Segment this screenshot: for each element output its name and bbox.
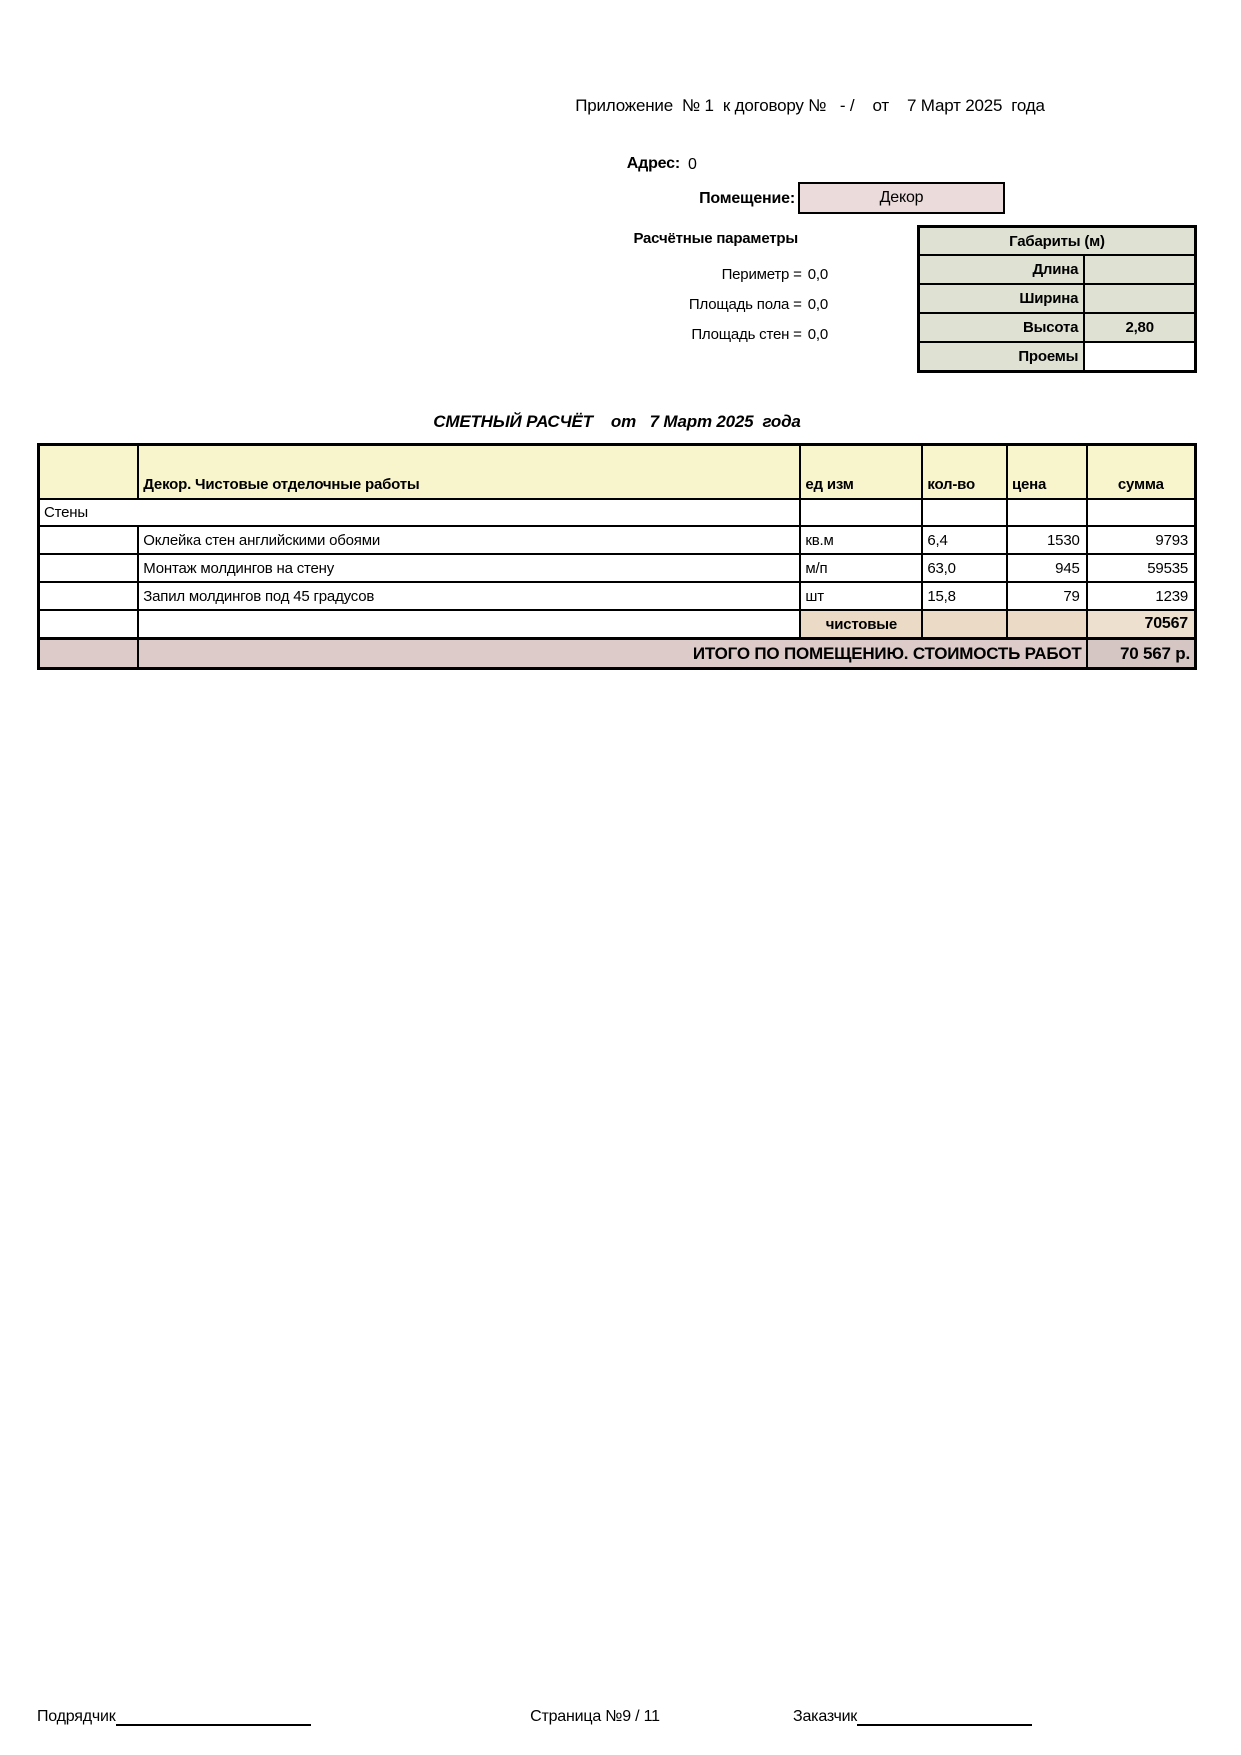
- section-row-walls: [39, 499, 1196, 526]
- estimate-row: [39, 526, 1196, 554]
- dimension-row-width: [919, 284, 1196, 313]
- room-value: Декор: [879, 189, 924, 206]
- work-unit: кв.м: [800, 526, 922, 554]
- contractor-label: Подрядчик: [37, 1708, 116, 1725]
- work-unit: шт: [800, 582, 922, 610]
- work-sum: 9793: [1087, 526, 1196, 554]
- work-price: 79: [1007, 582, 1087, 610]
- header-price: цена: [1007, 445, 1087, 500]
- footer-contractor: [37, 1708, 311, 1726]
- subtotal-sum: 70567: [1087, 610, 1196, 639]
- dim-value: [1084, 342, 1195, 372]
- header-qty: кол-во: [922, 445, 1007, 500]
- dimensions-header-row: [919, 227, 1196, 256]
- work-qty: 63,0: [922, 554, 1007, 582]
- total-row: [39, 639, 1196, 669]
- customer-signature-line: [857, 1708, 1032, 1726]
- header-work-name: Декор. Чистовые отделочные работы: [138, 445, 800, 500]
- estimate-row: [39, 582, 1196, 610]
- dim-value: [1084, 284, 1195, 313]
- footer-customer: [793, 1708, 1032, 1726]
- total-label: ИТОГО ПО ПОМЕЩЕНИЮ. СТОИМОСТЬ РАБОТ: [138, 639, 1086, 669]
- work-price: 1530: [1007, 526, 1087, 554]
- dimension-row-openings: [919, 342, 1196, 372]
- header-first-col: [39, 445, 139, 500]
- total-sum: 70 567 р.: [1087, 639, 1196, 669]
- dim-label: Высота: [919, 313, 1085, 342]
- dimensions-title: Габариты (м): [919, 227, 1196, 256]
- appendix-line: Приложение № 1 к договору № - / от 7 Март 2025 года: [575, 96, 1045, 115]
- work-name: Запил молдингов под 45 градусов: [138, 582, 800, 610]
- work-sum: 59535: [1087, 554, 1196, 582]
- address-value: 0: [688, 156, 697, 173]
- calc-params-title: Расчётные параметры: [633, 230, 798, 247]
- work-unit: м/п: [800, 554, 922, 582]
- param-perimeter: Периметр = 0,0: [721, 266, 828, 283]
- work-sum: 1239: [1087, 582, 1196, 610]
- estimate-table: [37, 443, 1197, 670]
- param-wall-area: Площадь стен = 0,0: [691, 326, 828, 343]
- section-label: Стены: [39, 499, 801, 526]
- work-name: Монтаж молдингов на стену: [138, 554, 800, 582]
- estimate-header-row: [39, 445, 1196, 500]
- header-sum: сумма: [1087, 445, 1196, 500]
- dim-label: Длина: [919, 255, 1085, 284]
- estimate-title: СМЕТНЫЙ РАСЧЁТ от 7 Март 2025 года: [433, 412, 801, 431]
- room-label: Помещение:: [699, 190, 795, 207]
- dim-label: Проемы: [919, 342, 1085, 372]
- header-unit: ед изм: [800, 445, 922, 500]
- dim-value: 2,80: [1084, 313, 1195, 342]
- footer-page-number: Страница №9 / 11: [530, 1708, 660, 1725]
- work-name: Оклейка стен английскими обоями: [138, 526, 800, 554]
- subtotal-row: [39, 610, 1196, 639]
- dimension-row-length: [919, 255, 1196, 284]
- address-label: Адрес:: [626, 155, 680, 172]
- room-value-box: [798, 182, 1005, 214]
- param-floor-area: Площадь пола = 0,0: [688, 296, 828, 313]
- contractor-signature-line: [116, 1708, 311, 1726]
- work-qty: 6,4: [922, 526, 1007, 554]
- work-price: 945: [1007, 554, 1087, 582]
- dim-value: [1084, 255, 1195, 284]
- estimate-row: [39, 554, 1196, 582]
- subtotal-label: чистовые: [800, 610, 922, 639]
- work-qty: 15,8: [922, 582, 1007, 610]
- dimensions-table: [917, 225, 1197, 373]
- dimension-row-height: [919, 313, 1196, 342]
- dim-label: Ширина: [919, 284, 1085, 313]
- customer-label: Заказчик: [793, 1708, 858, 1725]
